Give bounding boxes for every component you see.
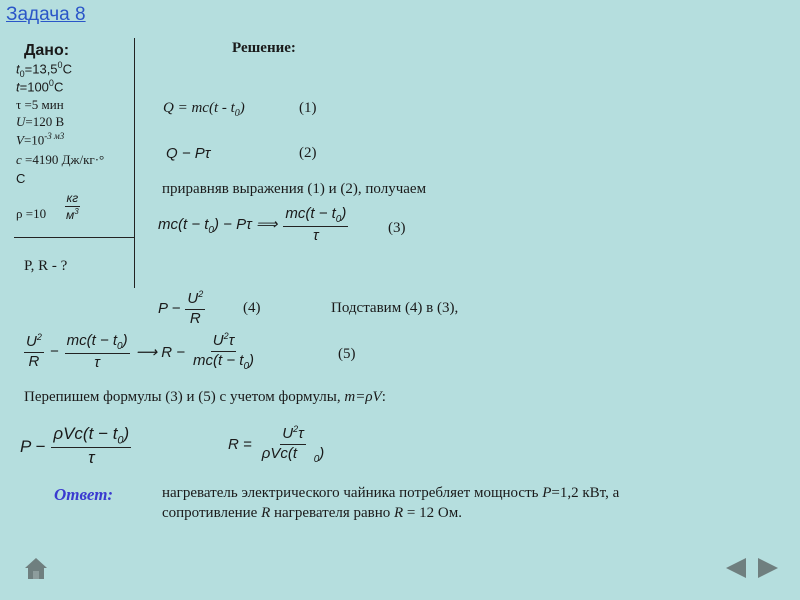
given-tau: τ =5 мин [16, 97, 64, 112]
given-V: $V=10^{-3 м3}$ [16, 131, 65, 148]
equation-3: $mc(t - t_0) - P\tau$ ⟹ $\frac{mc(t - t_0)}{\tau}$ [158, 205, 347, 244]
solution-text-2: Подставим (4) в (3), [331, 300, 459, 316]
arrow-right-icon[interactable] [756, 556, 780, 580]
solution-text-1: приравняв выражения (1) и (2), получаем [162, 181, 427, 197]
answer-line-1: нагреватель электрического чайника потребляет мощность P=1,2 кВт, а [162, 485, 620, 501]
given-t0: $t_0=13,5^0С$ [16, 60, 72, 79]
equation-2: Q − Pτ [166, 145, 211, 162]
given-find: P, R - ? [24, 258, 68, 274]
equation-3-number: (3) [388, 220, 406, 236]
vertical-divider [134, 38, 135, 288]
answer-label: Ответ: [54, 485, 114, 504]
equation-1-number: (1) [299, 100, 317, 116]
given-c: с =4190 Дж/кг·° [16, 152, 105, 167]
given-t: $t=100^0С$ [16, 78, 64, 95]
given-c-unit: С [16, 171, 26, 186]
equation-5-number: (5) [338, 346, 356, 362]
solution-heading: Решение: [232, 40, 296, 56]
given-rho: ρ =10 [16, 206, 47, 221]
slide-title[interactable]: Задача 8 [6, 4, 86, 25]
equation-4: P − $\frac{U^2}{R}$ [158, 289, 204, 327]
given-heading: Дано: [24, 42, 70, 59]
given-rho-unit: $\frac{кг}{м^3}$ [66, 191, 79, 223]
equation-5: $\frac{U^2}{R}$ − $\frac{mc(t - t_0)}{\tau}$ ⟶ R − $\frac{U^2\tau}{mc(t - t_0)}$ [26, 331, 255, 372]
equation-power: P − $\frac{\rho Vc(t - t_0)}{\tau}$ [20, 424, 130, 468]
arrow-left-icon[interactable] [724, 556, 748, 580]
equation-4-number: (4) [243, 300, 261, 316]
answer-line-2: сопротивление R нагревателя равно R = 12 Ом. [162, 505, 462, 521]
given-U: U=120 В [16, 114, 65, 129]
equation-1: $Q = mc(t - t_0)$ [163, 100, 245, 119]
equation-resistance: R = $\frac{U^2\tau}{\rho Vc(t _0)}$ [228, 424, 325, 465]
solution-text-3: Перепишем формулы (3) и (5) с учетом формулы, m=ρV: [24, 389, 386, 405]
equation-2-number: (2) [299, 145, 317, 161]
horizontal-divider [14, 237, 135, 238]
home-icon[interactable] [24, 556, 48, 580]
